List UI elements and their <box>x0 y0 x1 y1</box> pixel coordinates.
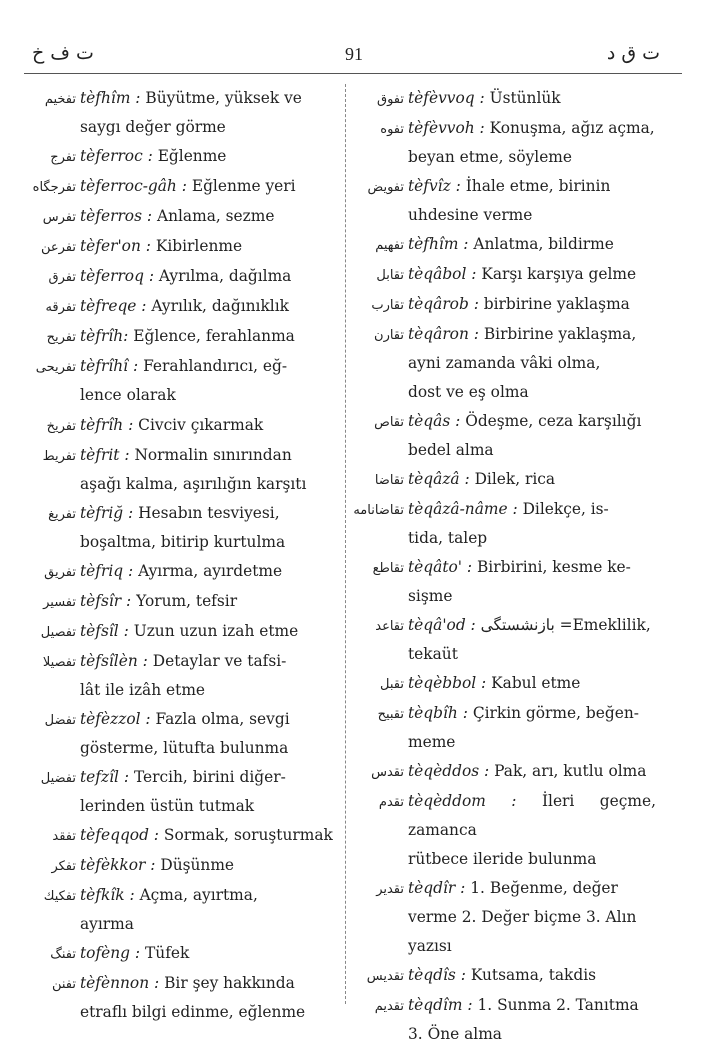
arabic-headword: تفريخ <box>46 419 76 434</box>
transliteration: tèfreqe : <box>80 297 147 315</box>
definition-line: İleri geçme, zamanca <box>408 792 656 839</box>
entry-body <box>404 787 656 874</box>
transliteration: tèfrîh: <box>80 327 129 345</box>
transliteration: tèfèzzol : <box>80 710 151 728</box>
transliteration: tèqâzâ-nâme : <box>408 500 518 518</box>
transliteration: tèqèddom : <box>408 792 517 810</box>
arabic-headword: تقديم <box>374 999 404 1014</box>
entry-body <box>404 699 656 757</box>
transliteration: tèqâbol : <box>408 265 477 283</box>
arabic-headword: تفخيم <box>44 92 76 107</box>
dictionary-entry <box>28 202 336 232</box>
arabic-headword: تفرجگاه <box>32 180 76 195</box>
transliteration: tèfsîl : <box>80 622 129 640</box>
arabic-headword: تفريغ <box>48 507 76 522</box>
arabic-headword: تفصيلا <box>42 655 76 670</box>
arabic-headword: تفرج <box>50 150 76 165</box>
dictionary-entry <box>28 617 336 647</box>
transliteration: tèfènnon : <box>80 974 160 992</box>
definition-line: Sormak, soruşturmak <box>163 826 333 844</box>
column-divider <box>345 84 346 1004</box>
transliteration: tèfhîm : <box>80 89 141 107</box>
definition-line: 3. Öne alma <box>408 1025 502 1043</box>
dictionary-entry <box>356 260 656 290</box>
definition-line: Ferahlandırıcı, eğ- <box>143 357 288 375</box>
transliteration: tèqèddos : <box>408 762 490 780</box>
transliteration: tèqâron : <box>408 325 479 343</box>
transliteration: tèfèkkor : <box>80 856 156 874</box>
definition-line: Detaylar ve tafsi- <box>152 652 287 670</box>
entry-body <box>404 320 656 407</box>
definition-line: Birbirine yaklaşma, <box>483 325 637 343</box>
dictionary-entry <box>28 647 336 705</box>
dictionary-entry <box>356 611 656 669</box>
entry-body <box>76 142 336 171</box>
definition-line: beyan etme, söyleme <box>408 148 573 166</box>
arabic-headword: تفويض <box>367 180 404 195</box>
dictionary-entry <box>28 763 336 821</box>
entry-body <box>76 969 336 1027</box>
definition-line: İhale etme, birinin <box>465 177 611 195</box>
dictionary-entry <box>356 84 656 114</box>
transliteration: tèfvîz : <box>408 177 461 195</box>
definition-line: Büyütme, yüksek ve <box>145 89 302 107</box>
definition-line: yazısı <box>408 937 452 955</box>
entry-body <box>404 114 656 172</box>
arabic-headword: تفكيك <box>43 889 76 904</box>
arabic-headword: تفسير <box>43 595 76 610</box>
entry-body <box>76 441 336 499</box>
dictionary-entry <box>356 172 656 230</box>
entry-body <box>404 553 656 611</box>
definition-line: lât ile izâh etme <box>80 681 206 699</box>
entry-body <box>404 669 656 698</box>
definition-line: Ayrılma, dağılma <box>158 267 292 285</box>
arabic-headword: تفضل <box>44 713 76 728</box>
arabic-headword: تقاص <box>374 415 404 430</box>
entry-body <box>404 260 656 289</box>
definition-line: tida, talep <box>408 529 488 547</box>
definition-line: meme <box>408 733 456 751</box>
entry-body <box>76 881 336 939</box>
definition-line: Ödeşme, ceza karşılığı <box>465 412 642 430</box>
dictionary-entry <box>356 230 656 260</box>
entry-body <box>76 172 336 201</box>
arabic-headword: تفريط <box>42 449 76 464</box>
dictionary-entry <box>28 142 336 172</box>
definition-line: Normalin sınırından <box>134 446 292 464</box>
entry-body <box>76 411 336 440</box>
entry-body <box>404 991 656 1049</box>
definition-line: birbirine yaklaşma <box>483 295 630 313</box>
transliteration: tèqdîs : <box>408 966 466 984</box>
right-column <box>353 84 656 1049</box>
transliteration: tèfrit : <box>80 446 130 464</box>
definition-line: Ayrılık, dağınıklık <box>151 297 289 315</box>
definition-line: Karşı karşıya gelme <box>481 265 637 283</box>
arabic-headword: تفقد <box>52 829 76 844</box>
transliteration: tèfer'on : <box>80 237 151 255</box>
definition-line: verme 2. Değer biçme 3. Alın <box>408 908 637 926</box>
definition-line: 1. Beğenme, değer <box>470 879 618 897</box>
definition-line: ayni zamanda vâki olma, <box>408 354 601 372</box>
definition-line: Pak, arı, kutlu olma <box>494 762 647 780</box>
definition-line: Civciv çıkarmak <box>138 416 264 434</box>
arabic-headword: تفصيل <box>40 625 76 640</box>
arabic-headword: تفريح <box>46 330 76 345</box>
definition-line: Eğlenme <box>157 147 227 165</box>
definition-line: aşağı kalma, aşırılığın karşıtı <box>80 475 307 493</box>
transliteration: tèferros : <box>80 207 153 225</box>
entry-body <box>76 557 336 586</box>
dictionary-entry <box>28 557 336 587</box>
dictionary-entry <box>28 881 336 939</box>
entry-body <box>404 495 656 553</box>
arabic-headword: تفرس <box>42 210 76 225</box>
definition-line: gösterme, lütufta bulunma <box>80 739 289 757</box>
definition-line: dost ve eş olma <box>408 383 529 401</box>
transliteration: tèferroc : <box>80 147 153 165</box>
definition-line: Bir şey hakkında <box>164 974 295 992</box>
dictionary-entry <box>28 705 336 763</box>
dictionary-entry <box>28 172 336 202</box>
dictionary-entry <box>356 699 656 757</box>
entry-body <box>76 352 336 410</box>
transliteration: tèfèvvoh : <box>408 119 485 137</box>
definition-line: Ayırma, ayırdetme <box>138 562 283 580</box>
arabic-headword: تقبيح <box>377 707 404 722</box>
arabic-headword: تفنن <box>51 977 76 992</box>
transliteration: tèqèbbol : <box>408 674 487 692</box>
dictionary-entry <box>28 232 336 262</box>
transliteration: tèqâs : <box>408 412 461 430</box>
transliteration: tèqdîr : <box>408 879 466 897</box>
entry-body <box>404 230 656 259</box>
entry-body <box>404 757 656 786</box>
definition-line: rütbece ileride bulunma <box>408 850 597 868</box>
entry-body <box>404 407 656 465</box>
arabic-headword: تقدير <box>376 882 404 897</box>
transliteration: tèqâto' : <box>408 558 473 576</box>
dictionary-entry <box>356 961 656 991</box>
transliteration: tèqârob : <box>408 295 479 313</box>
transliteration: tofèng : <box>80 944 141 962</box>
dictionary-entry <box>356 290 656 320</box>
entry-body <box>404 290 656 319</box>
transliteration: tèqdîm : <box>408 996 473 1014</box>
arabic-headword: تقارن <box>374 328 404 343</box>
arabic-headword: تفنگ <box>50 947 76 962</box>
transliteration: tèqâ'od : <box>408 616 476 634</box>
definition-line: Dilekçe, is- <box>522 500 609 518</box>
arabic-headword: تفرق <box>48 270 76 285</box>
dictionary-entry <box>356 669 656 699</box>
left-column <box>28 84 336 1027</box>
definition-line: etraflı bilgi edinme, eğlenme <box>80 1003 306 1021</box>
definition-line: lence olarak <box>80 386 176 404</box>
entry-body <box>76 705 336 763</box>
definition-line: lerinden üstün tutmak <box>80 797 255 815</box>
definition-line: Dilek, rica <box>474 470 556 488</box>
definition-line: tekaüt <box>408 645 458 663</box>
transliteration: tefzîl : <box>80 768 130 786</box>
arabic-headword: تقارب <box>371 298 404 313</box>
definition-line: Uzun uzun izah etme <box>133 622 299 640</box>
dictionary-entry <box>28 441 336 499</box>
header-rule <box>24 73 682 74</box>
definition-line: uhdesine verme <box>408 206 533 224</box>
entry-body <box>76 322 336 351</box>
header-left-letters: ت ف خ <box>32 42 94 64</box>
dictionary-entry <box>356 407 656 465</box>
dictionary-entry <box>28 969 336 1027</box>
definition-line: Düşünme <box>160 856 235 874</box>
entry-body <box>76 202 336 231</box>
dictionary-entry <box>356 874 656 961</box>
definition-line: ayırma <box>80 915 134 933</box>
definition-line: boşaltma, bitirip kurtulma <box>80 533 286 551</box>
dictionary-entry <box>28 84 336 142</box>
entry-body <box>76 292 336 321</box>
arabic-headword: تفكر <box>51 859 76 874</box>
arabic-headword: تقاعد <box>375 619 404 634</box>
transliteration: tèferroc-gâh : <box>80 177 187 195</box>
dictionary-entry <box>356 320 656 407</box>
arabic-headword: تفضيل <box>40 771 76 786</box>
arabic-headword: تفريق <box>44 565 76 580</box>
entry-body <box>76 232 336 261</box>
dictionary-entry <box>28 322 336 352</box>
arabic-headword: تقاطع <box>372 561 404 576</box>
dictionary-entry <box>28 411 336 441</box>
definition-line: saygı değer görme <box>80 118 226 136</box>
definition-line: Eğlence, ferahlanma <box>133 327 295 345</box>
arabic-headword: تفرقه <box>45 300 76 315</box>
entry-body <box>76 647 336 705</box>
arabic-headword: تفوه <box>380 122 404 137</box>
transliteration: tèqâzâ : <box>408 470 470 488</box>
dictionary-entry <box>28 499 336 557</box>
definition-line: Tercih, birini diğer- <box>133 768 286 786</box>
transliteration: tèfriğ : <box>80 504 134 522</box>
arabic-headword: تفرعن <box>40 240 76 255</box>
definition-line: Hesabın tesviyesi, <box>138 504 280 522</box>
dictionary-entry <box>28 352 336 410</box>
definition-line: Açma, ayırtma, <box>139 886 258 904</box>
entry-body <box>76 821 336 850</box>
entry-body <box>76 84 336 142</box>
transliteration: tèfsîr : <box>80 592 132 610</box>
entry-body <box>404 172 656 230</box>
dictionary-entry <box>28 821 336 851</box>
transliteration: tèfèvvoq : <box>408 89 485 107</box>
definition-line: Anlatma, bildirme <box>473 235 614 253</box>
definition-line: بازنشستگى =Emeklilik, <box>480 616 651 634</box>
entry-body <box>404 465 656 494</box>
dictionary-entry <box>356 787 656 874</box>
definition-line: Yorum, tefsir <box>136 592 238 610</box>
definition-line: Fazla olma, sevgi <box>155 710 290 728</box>
dictionary-entry <box>356 757 656 787</box>
entry-body <box>76 617 336 646</box>
definition-line: Konuşma, ağız açma, <box>489 119 655 137</box>
definition-line: Kutsama, takdis <box>470 966 597 984</box>
definition-line: Üstünlük <box>489 89 561 107</box>
arabic-headword: تفوق <box>377 92 404 107</box>
definition-line: Anlama, sezme <box>156 207 275 225</box>
transliteration: tèfsîlèn : <box>80 652 148 670</box>
dictionary-entry <box>356 991 656 1049</box>
arabic-headword: تقديس <box>366 969 404 984</box>
arabic-headword: تقدم <box>378 795 404 810</box>
page-number: 91 <box>345 44 363 64</box>
transliteration: tèfhîm : <box>408 235 469 253</box>
entry-body <box>404 961 656 990</box>
entry-body <box>76 851 336 880</box>
entry-body <box>76 939 336 968</box>
definition-line: Eğlenme yeri <box>191 177 296 195</box>
dictionary-entry <box>28 262 336 292</box>
arabic-headword: تقابل <box>376 268 404 283</box>
dictionary-entry <box>28 587 336 617</box>
transliteration: tèfeqqod : <box>80 826 159 844</box>
dictionary-entry <box>353 495 656 553</box>
entry-body <box>76 262 336 291</box>
transliteration: tèfkîk : <box>80 886 135 904</box>
dictionary-entry <box>28 939 336 969</box>
dictionary-entry <box>356 465 656 495</box>
entry-body <box>404 611 656 669</box>
dictionary-entry <box>356 553 656 611</box>
transliteration: tèfrîh : <box>80 416 134 434</box>
definition-line: sişme <box>408 587 453 605</box>
arabic-headword: تفريحى <box>35 360 76 375</box>
arabic-headword: تقاضانامه <box>353 503 404 518</box>
transliteration: tèferroq : <box>80 267 155 285</box>
definition-line: Birbirini, kesme ke- <box>477 558 631 576</box>
arabic-headword: تقاضا <box>374 473 404 488</box>
dictionary-entry <box>28 851 336 881</box>
dictionary-entry <box>356 114 656 172</box>
arabic-headword: تقدس <box>371 765 404 780</box>
definition-line: Kabul etme <box>491 674 581 692</box>
arabic-headword: تقبل <box>380 677 404 692</box>
definition-line: Kibirlenme <box>155 237 243 255</box>
transliteration: tèfriq : <box>80 562 134 580</box>
entry-body <box>404 84 656 113</box>
definition-line: Çirkin görme, beğen- <box>472 704 639 722</box>
definition-line: bedel alma <box>408 441 494 459</box>
entry-body <box>76 587 336 616</box>
header-right-letters: ت ق د <box>606 42 660 64</box>
entry-body <box>404 874 656 961</box>
arabic-headword: تفهيم <box>375 238 404 253</box>
definition-line: 1. Sunma 2. Tanıtma <box>477 996 639 1014</box>
definition-line: Tüfek <box>145 944 190 962</box>
entry-body <box>76 763 336 821</box>
transliteration: tèfrîhî : <box>80 357 139 375</box>
dictionary-entry <box>28 292 336 322</box>
transliteration: tèqbîh : <box>408 704 468 722</box>
entry-body <box>76 499 336 557</box>
